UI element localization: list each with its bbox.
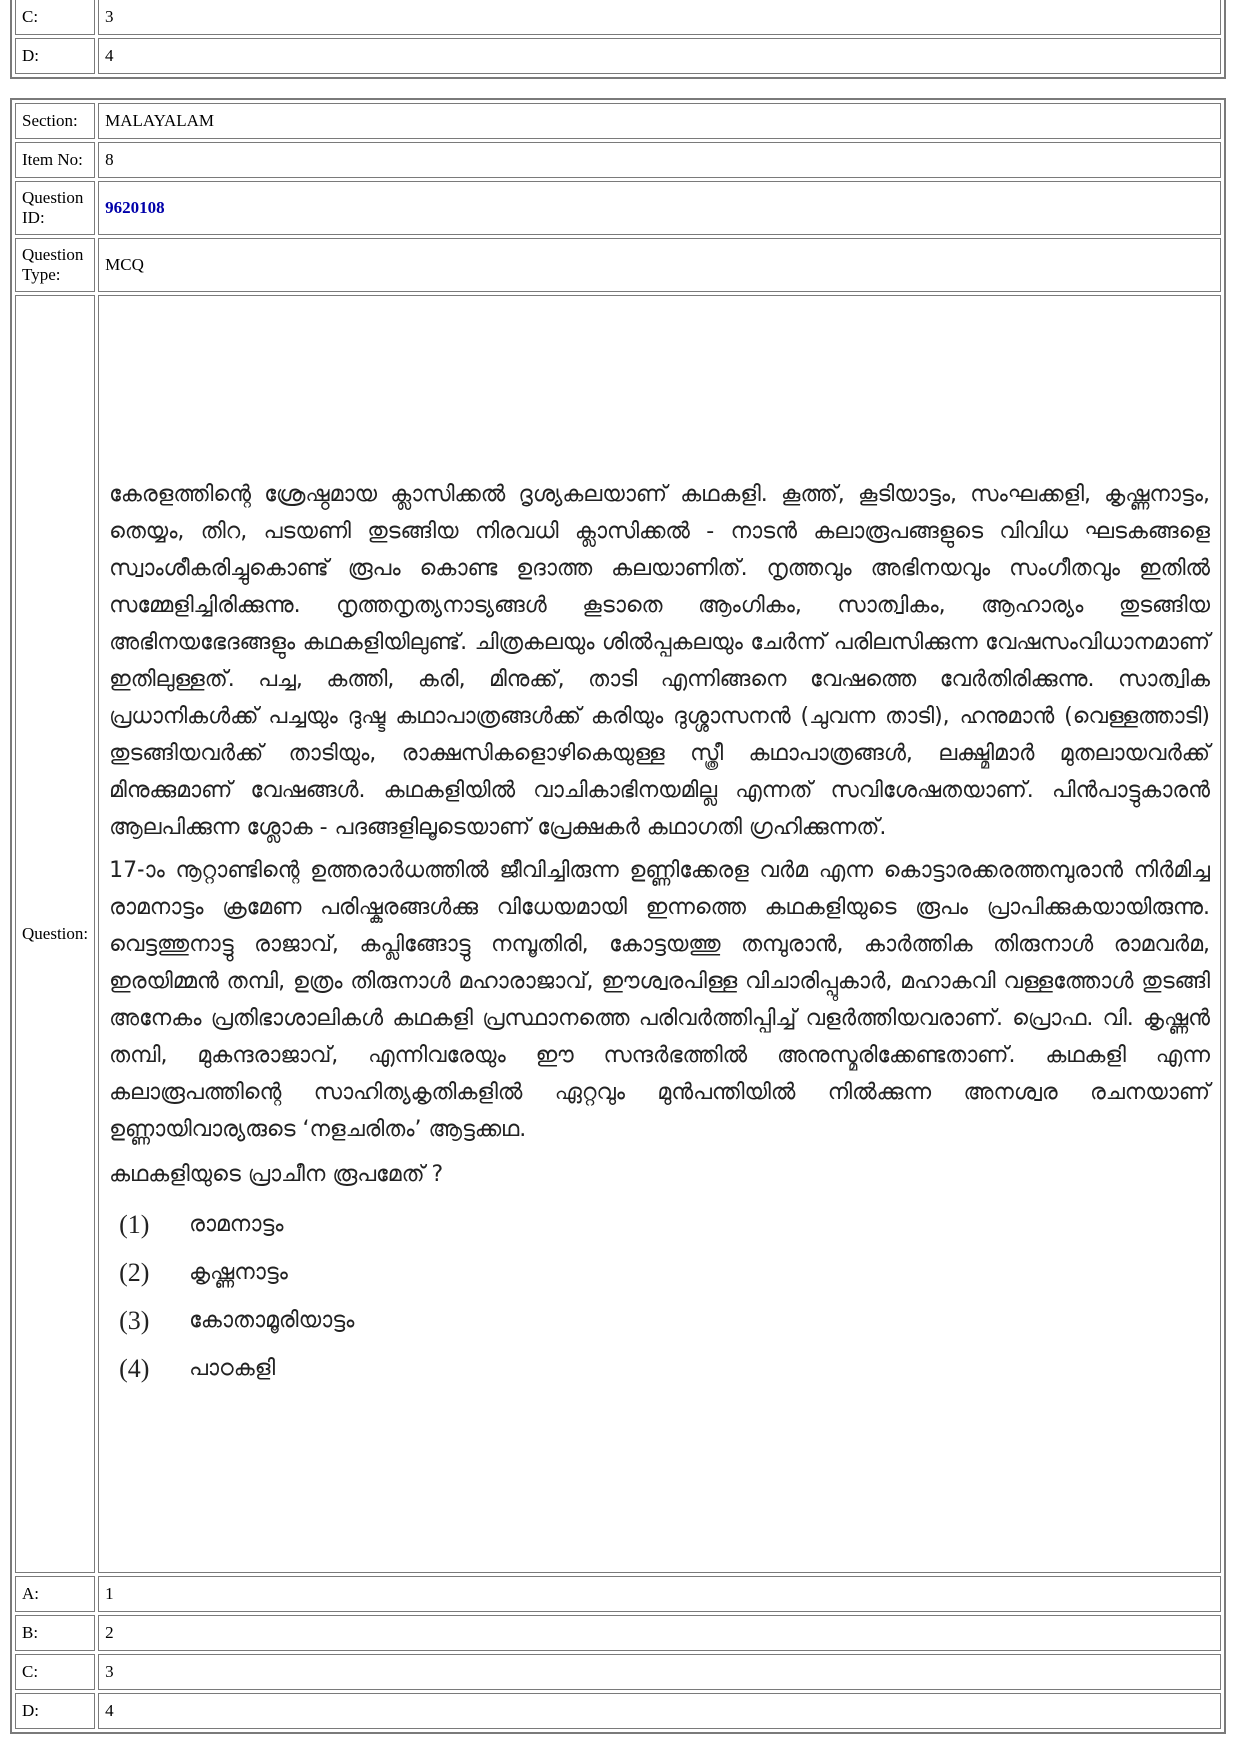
answer-label-b: B: [15,1615,95,1651]
question-item-table [10,98,1226,1734]
question-paragraph-1: കേരളത്തിന്റെ ശ്രേഷ്ഠമായ ക്ലാസിക്കൽ ദൃശ്യകലയാണ് കഥകളി. കൂത്ത്, കൂടിയാട്ടം, സംഘക്കളി, കൃഷ്ണനാട്ടം, തെയ്യം, തിറ, പടയണി തുടങ്ങിയ നിരവധി ക്ലാസിക്കൽ - നാടൻ കലാരൂപങ്ങളുടെ വിവിധ ഘടകങ്ങളെ സ്വാംശീകരിച്ചുകൊണ്ട് രൂപം കൊണ്ട ഉദാത്ത കലയാണിത്. നൃത്തവും അഭിനയവും സംഗീതവും ഇതിൽ സമ്മേളിച്ചിരിക്കുന്നു. നൃത്തനൃത്യനാട്യങ്ങൾ കൂടാതെ ആംഗികം, സാത്വികം, ആഹാര്യം തുടങ്ങിയ അഭിനയഭേദങ്ങളും കഥകളിയിലുണ്ട്. ചിത്രകലയും ശിൽപ്പകലയും ചേർന്ന് പരിലസിക്കുന്ന വേഷസംവിധാനമാണ് ഇതിലുള്ളത്. പച്ച, കത്തി, കരി, മിനുക്ക്, താടി എന്നിങ്ങനെ വേഷത്തെ വേർതിരിക്കുന്നു. സാത്വിക പ്രധാനികൾക്ക് പച്ചയും ദുഷ്ട കഥാപാത്രങ്ങൾക്ക് കരിയും ദുശ്ശാസനൻ (ചുവന്ന താടി), ഹനുമാൻ (വെള്ളത്താടി) തുടങ്ങിയവർക്ക് താടിയും, രാക്ഷസികളൊഴികെയുള്ള സ്ത്രീ കഥാപാത്രങ്ങൾ, ലക്ഷ്മിമാർ മുതലായവർക്ക് മിനുക്കുമാണ് വേഷങ്ങൾ. കഥകളിയിൽ വാചികാഭിനയമില്ല എന്നത് സവിശേഷതയാണ്. പിൻപാട്ടുകാരൻ ആലപിക്കുന്ന ശ്ലോക - പദങ്ങളിലൂടെയാണ് പ്രേക്ഷകർ കഥാഗതി ഗ്രഹിക്കുന്നത്. [109,481,1210,840]
question-id-value: 9620108 [98,181,1221,235]
question-body [98,295,1221,1573]
question-paragraph-2: 17-ാം നൂറ്റാണ്ടിന്റെ ഉത്തരാർധത്തിൽ ജീവിച്ചിരുന്ന ഉണ്ണിക്കേരള വർമ എന്ന കൊട്ടാരക്കരത്തമ്പുരാൻ നിർമിച്ച രാമനാട്ടം ക്രമേണ പരിഷ്കരങ്ങൾക്കു വിധേയമായി ഇന്നത്തെ കഥകളിയുടെ രൂപം പ്രാപിക്കുകയായിരുന്നു. വെട്ടത്തുനാട്ടു രാജാവ്, കപ്ലിങ്ങോട്ടു നമ്പൂതിരി, കോട്ടയത്തു തമ്പുരാൻ, കാർത്തിക തിരുനാൾ രാമവർമ, ഇരയിമ്മൻ തമ്പി, ഉത്രം തിരുനാൾ മഹാരാജാവ്, ഈശ്വരപിള്ള വിചാരിപ്പുകാർ, മഹാകവി വള്ളത്തോൾ തുടങ്ങി അനേകം പ്രതിഭാശാലികൾ കഥകളി പ്രസ്ഥാനത്തെ പരിവർത്തിപ്പിച്ച് വളർത്തിയവരാണ്. പ്രൊഫ. വി. കൃഷ്ണൻ തമ്പി, മുകന്ദരാജാവ്, എന്നിവരേയും ഈ സന്ദർഭത്തിൽ അനുസ്മരിക്കേണ്ടതാണ്. കഥകളി എന്ന കലാരൂപത്തിന്റെ സാഹിത്യകൃതികളിൽ ഏറ്റവും മുൻപന്തിയിൽ നിൽക്കുന്ന അനശ്വര രചനയാണ് ഉണ്ണായിവാര്യരുടെ ‘നളചരിതം’ ആട്ടക്കഥ. [109,857,1210,1142]
answer-label-a: A: [15,1576,95,1612]
answer-value-d-prev: 4 [98,38,1221,74]
option-4 [109,1345,1210,1393]
option-2 [109,1249,1210,1297]
answer-label-c-prev: C: [15,0,95,35]
question-label: Question: [15,295,95,1573]
item-no-label: Item No: [15,142,95,178]
item-no-value: 8 [98,142,1221,178]
question-id-label: Question ID: [15,181,95,235]
answer-value-c-prev: 3 [98,0,1221,35]
option-3 [109,1297,1210,1345]
section-label: Section: [15,103,95,139]
option-text: കൃഷ്ണനാട്ടം [189,1260,288,1285]
section-value: MALAYALAM [98,103,1221,139]
answer-value-c: 3 [98,1654,1221,1690]
option-number: (1) [119,1210,150,1239]
option-number: (2) [119,1258,150,1287]
answer-value-b: 2 [98,1615,1221,1651]
answer-label-d-prev: D: [15,38,95,74]
answer-value-d: 4 [98,1693,1221,1729]
option-1 [109,1201,1210,1249]
option-list [109,1201,1210,1393]
option-text: പാഠകളി [189,1356,276,1381]
previous-item-table [10,0,1226,79]
question-type-value: MCQ [98,238,1221,292]
answer-label-d: D: [15,1693,95,1729]
option-number: (3) [119,1306,150,1335]
option-number: (4) [119,1354,150,1383]
answer-value-a: 1 [98,1576,1221,1612]
answer-label-c: C: [15,1654,95,1690]
option-text: കോതാമൂരിയാട്ടം [189,1308,355,1333]
option-text: രാമനാട്ടം [189,1212,284,1237]
question-type-label: Question Type: [15,238,95,292]
question-prompt: കഥകളിയുടെ പ്രാചീന രൂപമേത് ? [109,1161,444,1187]
